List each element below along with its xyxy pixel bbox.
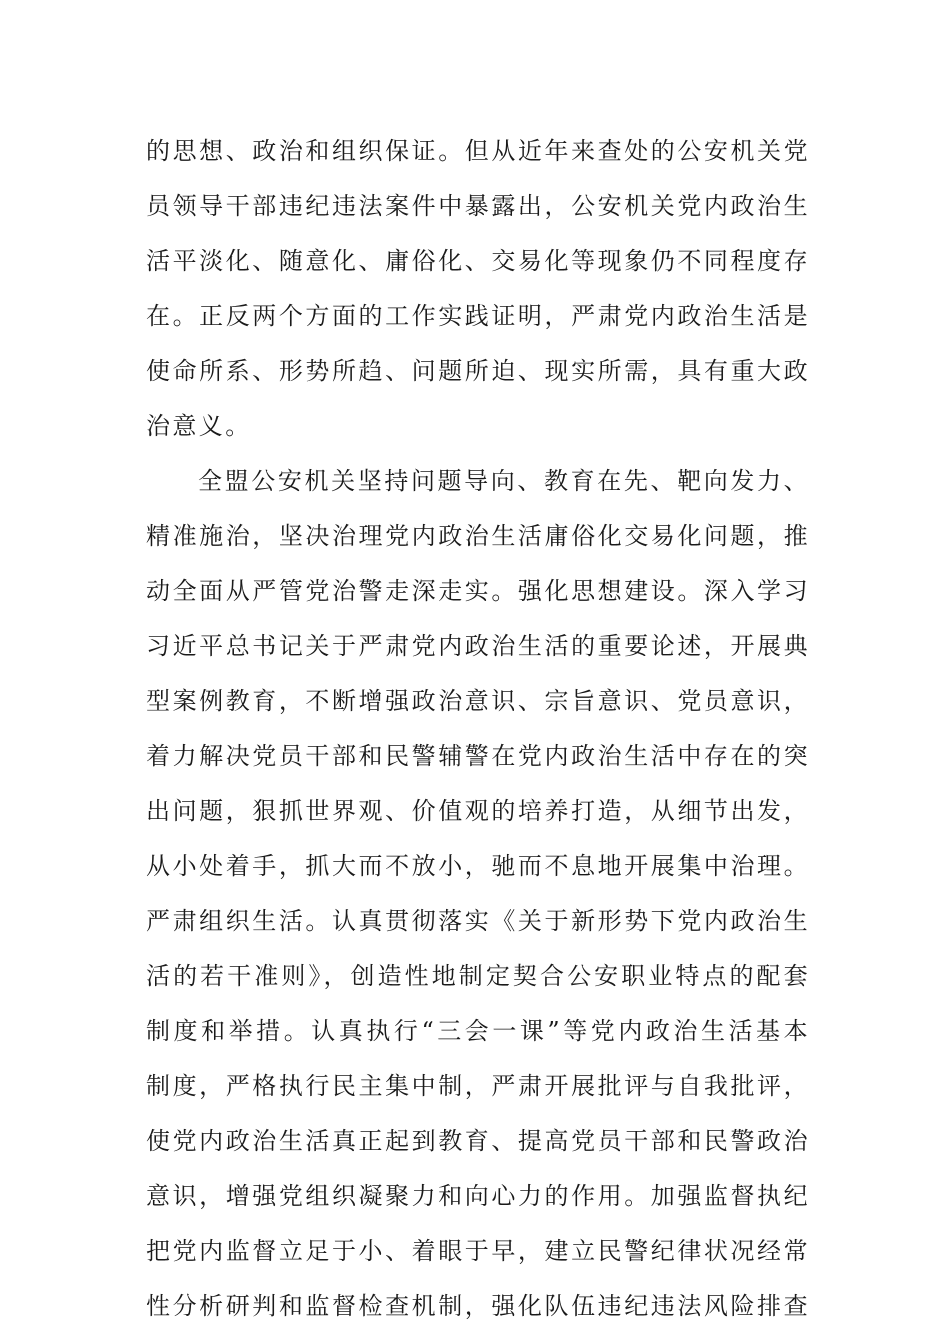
paragraph-first-line: 全盟公安机关坚持问题导向、教育在先、靶向发力、 — [198, 467, 810, 495]
text-line: 员领导干部违纪违法案件中暴露出，公安机关党内政治生 — [146, 192, 810, 220]
text-line: 动全面从严管党治警走深走实。强化思想建设。深入学习 — [146, 577, 810, 605]
text-line: 意识，增强党组织凝聚力和向心力的作用。加强监督执纪 — [146, 1182, 810, 1210]
text-line: 治意义。 — [146, 412, 252, 440]
text-line: 性分析研判和监督检查机制，强化队伍违纪违法风险排查 — [146, 1292, 810, 1320]
text-line: 型案例教育，不断增强政治意识、宗旨意识、党员意识， — [146, 687, 810, 715]
text-line: 活平淡化、随意化、庸俗化、交易化等现象仍不同程度存 — [146, 247, 810, 275]
text-line: 制度和举措。认真执行“三会一课”等党内政治生活基本 — [146, 1017, 810, 1045]
document-body — [146, 124, 810, 1334]
text-line: 活的若干准则》，创造性地制定契合公安职业特点的配套 — [146, 962, 810, 990]
text-line: 使党内政治生活真正起到教育、提高党员干部和民警政治 — [146, 1127, 810, 1155]
text-line: 的思想、政治和组织保证。但从近年来查处的公安机关党 — [146, 137, 810, 165]
text-line: 制度，严格执行民主集中制，严肃开展批评与自我批评， — [146, 1072, 810, 1100]
text-line: 把党内监督立足于小、着眼于早，建立民警纪律状况经常 — [146, 1237, 810, 1265]
text-line: 出问题，狠抓世界观、价值观的培养打造，从细节出发， — [146, 797, 810, 825]
text-line: 在。正反两个方面的工作实践证明，严肃党内政治生活是 — [146, 302, 810, 330]
text-line: 使命所系、形势所趋、问题所迫、现实所需，具有重大政 — [146, 357, 810, 385]
text-line: 严肃组织生活。认真贯彻落实《关于新形势下党内政治生 — [146, 907, 810, 935]
text-line: 从小处着手，抓大而不放小，驰而不息地开展集中治理。 — [146, 852, 810, 880]
text-line: 习近平总书记关于严肃党内政治生活的重要论述，开展典 — [146, 632, 810, 660]
text-line: 着力解决党员干部和民警辅警在党内政治生活中存在的突 — [146, 742, 810, 770]
text-line: 精准施治，坚决治理党内政治生活庸俗化交易化问题，推 — [146, 522, 810, 550]
